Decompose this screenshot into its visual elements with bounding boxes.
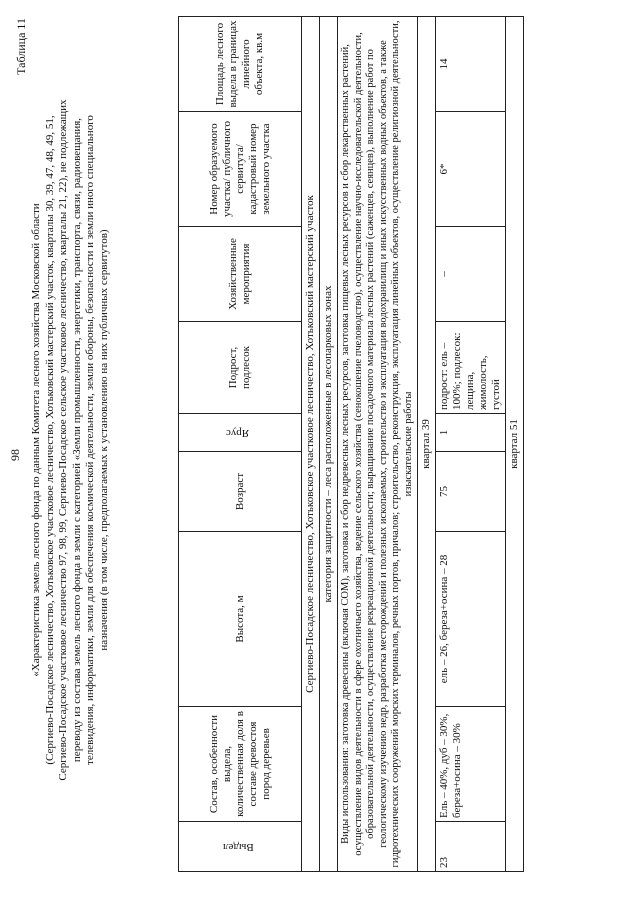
caption-line: переводу из состава земель лесного фонда в земли с категорией «Земли промышленности, энергетики, транспорта, связи, радиовещания, [70,117,83,763]
cell-sostav: Ель – 40%, дуб – 30%, береза+осина – 30% [436,707,506,822]
quarter-39: квартал 39 [418,17,436,872]
caption-line: назначения (в том числе, предполагаемых к установлению на них публичных сервитутов) [97,229,110,651]
header-yarus-text: Ярус [226,427,250,439]
cell-yarus: 1 [436,414,506,452]
table-caption [30,70,112,810]
page-number: 98 [8,449,22,461]
caption-line: Сергиево-Посадское участковое лесничество 97, 98, 99, Сергиево-Посадское сельское участковое лесничество, кварталы 21, 22), не подлежащих [57,99,70,781]
section-row [302,17,320,872]
quarter-51: квартал 51 [506,17,524,872]
table-label: Таблица 11 [14,18,28,75]
cell-vydel: 23 [436,822,506,872]
cell-podrost: подрост: ель – 100%; подлесок: лещина, жимолость, густой [436,322,506,414]
header-vozrast: Возраст [179,452,302,532]
category-title: категория защитности – леса расположенные в лесопарковых зонах [320,17,338,872]
cell-nomer: 6* [436,112,506,227]
cell-meropriyatiya: – [436,227,506,322]
cell-ploshad: 14 [436,17,506,112]
cell-vozrast: 75 [436,452,506,532]
quarter-row [506,17,524,872]
cell-vysota: ель – 26, береза+осина – 28 [436,532,506,707]
caption-line: телевидения, информатики, земли для обеспечения космической деятельности, земли обороны, безопасности и земли иного специального [84,115,97,765]
header-yarus [179,414,302,452]
header-nomer: Номер образуемого участка/ публичного сервитута/ кадастровый номер земельного участка [179,112,302,227]
header-sostav: Состав, особенности выдела, количественная доля в составе древостоя пород деревьев [179,707,302,822]
table-row [436,17,506,872]
header-ploshad: Площадь лесного выдела в границах линейного объекта, кв.м [179,17,302,112]
caption-line: (Сергиево-Посадское лесничество, Хотьковское участковое лесничество, Хотьковский мастерский участок, кварталы 30, 39, 47, 48, 49, 51, [43,115,56,765]
quarter-row [418,17,436,872]
header-meropriyatiya: Хозяйственные мероприятия [179,227,302,322]
section-title: Сергиево-Посадское лесничество, Хотьковское участковое лесничество, Хотьковский мастерский участок [302,17,320,872]
caption-title: «Характеристика земель лесного фонда по данным Комитета лесного хозяйства Московской области [30,203,42,677]
usage-row [338,17,418,872]
forest-table [178,16,524,872]
usage-text: Виды использования: заготовка древесины (включая СОМ), заготовка и сбор недревесных лесных ресурсов, заготовка пищевых лесных ресурсов и сбор лекарственных растений, осуществление видов деятельности в сфере охотничьего хозяйства, ведение сельского хозяйства (сенокошение пчеловодство), осуществление научно-исследовательской деятельности, образовательной деятельности, осуществление рекреационной деятельности; выращивание посадочного материала лесных растений (саженцев, сеянцев), выполнение работ по геологическому изучению недр, разработка месторождений и полезных ископаемых, строительство и эксплуатация водохранилищ и иных искусственных водных объектов, а также гидротехнических сооружений морских терминалов, речных портов, причалов; строительство, реконструкция, эксплуатация линейных объектов, осуществление религиозной деятельности, изыскательские работы [338,17,418,872]
header-vydel [179,822,302,872]
header-vysota: Высота, м [179,532,302,707]
header-podrost: Подрост, подлесок [179,322,302,414]
header-row [179,17,302,872]
category-row [320,17,338,872]
header-vydel-text: Выдел [222,841,254,853]
